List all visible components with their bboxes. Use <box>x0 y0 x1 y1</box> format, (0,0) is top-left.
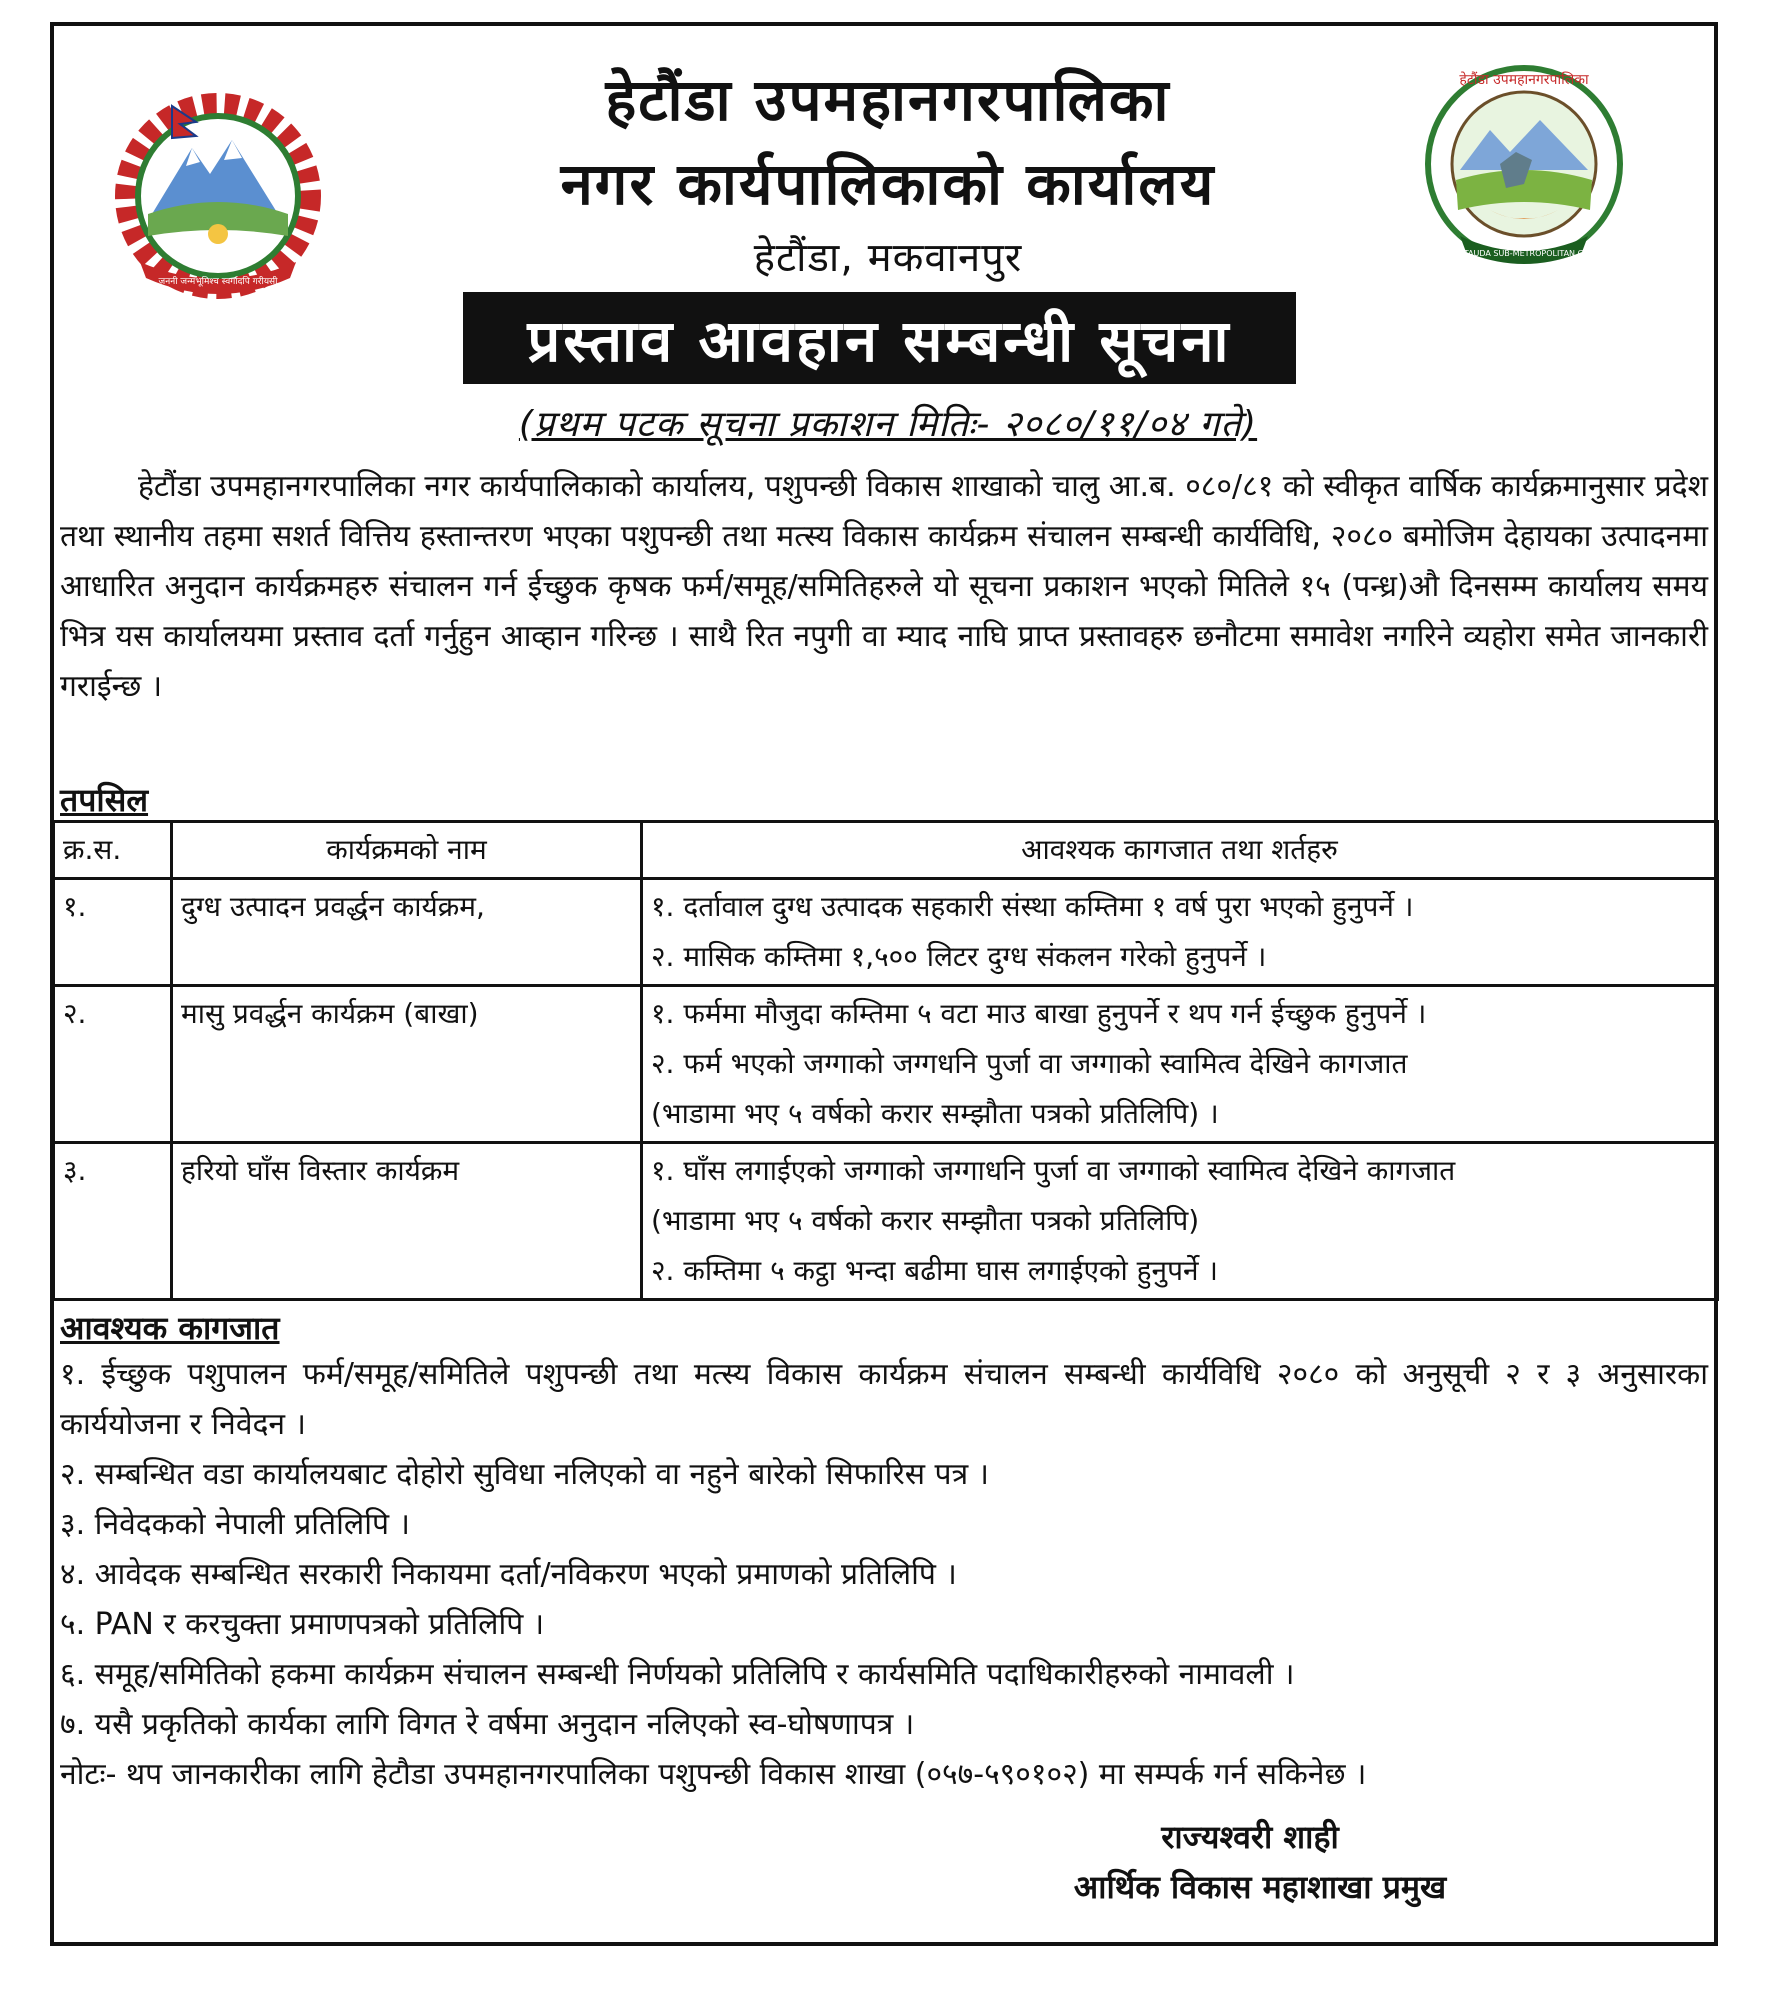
row-requirements <box>642 879 1718 986</box>
row-serial: २. <box>54 986 172 1143</box>
list-item: ६. समूह/समितिको हकमा कार्यक्रम संचालन सम्बन्धी निर्णयको प्रतिलिपि र कार्यसमिति पदाधिकारीहरुको नामावली । <box>60 1657 1295 1692</box>
requirement-line: १. फर्ममा मौजुदा कम्तिमा ५ वटा माउ बाखा हुनुपर्ने र थप गर्न ईच्छुक हुनुपर्ने । <box>651 997 1427 1030</box>
requirement-line: २. मासिक कम्तिमा १,५०० लिटर दुग्ध संकलन गरेको हुनुपर्ने । <box>651 940 1267 973</box>
list-item: २. सम्बन्धित वडा कार्यालयबाट दोहोरो सुविधा नलिएको वा नहुने बारेको सिफारिस पत्र । <box>60 1457 990 1492</box>
office-address: हेटौंडा, मकवानपुर <box>753 235 1023 281</box>
row-requirements <box>642 1143 1718 1300</box>
signatory-title: आर्थिक विकास महाशाखा प्रमुख <box>1073 1868 1447 1906</box>
requirement-line: २. कम्तिमा ५ कट्ठा भन्दा बढीमा घास लगाईएको हुनुपर्ने । <box>651 1254 1219 1287</box>
schedule-header-row <box>54 822 1718 879</box>
list-item: ४. आवेदक सम्बन्धित सरकारी निकायमा दर्ता/नविकरण भएको प्रमाणको प्रतिलिपि । <box>60 1557 957 1592</box>
requirement-line: (भाडामा भए ५ वर्षको करार सम्झौता पत्रको प्रतिलिपि) <box>651 1204 1200 1237</box>
emblem-motto: जननी जन्मभूमिश्च स्वर्गादपि गरीयसी <box>158 277 278 287</box>
required-docs-title: आवश्यक कागजात <box>60 1309 280 1347</box>
schedule-table <box>52 820 1719 1301</box>
requirement-line: १. दर्तावाल दुग्ध उत्पादक सहकारी संस्था कम्तिमा १ वर्ष पुरा भएको हुनुपर्ने । <box>651 890 1414 923</box>
notice-body-paragraph: हेटौंडा उपमहानगरपालिका नगर कार्यपालिकाको कार्यालय, पशुपन्छी विकास शाखाको चालु आ.ब. ०८०/८१ को स्वीकृत वार्षिक कार्यक्रमानुसार प्रदेश तथा स्थानीय तहमा सशर्त वित्तिय हस्तान्तरण भएका पशुपन्छी तथा मत्स्य विकास कार्यक्रम संचालन सम्बन्धी कार्यविधि, २०८० बमोजिम देहायका उत्पादनमा आधारित अनुदान कार्यक्रमहरु संचालन गर्न ईच्छुक कृषक फर्म/समूह/समितिहरुले यो सूचना प्रकाशन भएको मितिले १५ (पन्ध्र)औ दिनसम्म कार्यालय समय भित्र यस कार्यालयमा प्रस्ताव दर्ता गर्नुहुन आव्हान गरिन्छ । साथै रित नपुगी वा म्याद नाघि प्राप्त प्रस्तावहरु छनौटमा समावेश नगरिने व्यहोरा समेत जानकारी गराईन्छ । <box>60 469 1708 704</box>
row-program-name: हरियो घाँस विस्तार कार्यक्रम <box>172 1143 642 1300</box>
list-item: ७. यसै प्रकृतिको कार्यका लागि विगत रे वर्षमा अनुदान नलिएको स्व-घोषणापत्र । <box>60 1707 915 1742</box>
header-program-name: कार्यक्रमको नाम <box>172 822 642 879</box>
signatory-name: राज्यश्वरी शाही <box>1161 1818 1339 1856</box>
office-name: हेटौंडा उपमहानगरपालिका <box>605 66 1171 134</box>
notice-title-banner: प्रस्ताव आवहान सम्बन्धी सूचना <box>463 292 1296 384</box>
requirement-line: १. घाँस लगाईएको जग्गाको जग्गाधनि पुर्जा वा जग्गाको स्वामित्व देखिने कागजात <box>651 1154 1456 1187</box>
row-serial: ३. <box>54 1143 172 1300</box>
list-item: १. ईच्छुक पशुपालन फर्म/समूह/समितिले पशुपन्छी तथा मत्स्य विकास कार्यक्रम संचालन सम्बन्धी कार्यविधि २०८० को अनुसूची २ र ३ अनुसारका कार्ययोजना र निवेदन । <box>60 1357 1708 1442</box>
requirement-line: (भाडामा भए ५ वर्षको करार सम्झौता पत्रको प्रतिलिपि) । <box>651 1097 1219 1130</box>
contact-note: नोटः- थप जानकारीका लागि हेटौडा उपमहानगरपालिका पशुपन्छी विकास शाखा (०५७-५९०१०२) मा सम्पर्क गर्न सकिनेछ । <box>60 1757 1367 1792</box>
publish-date: (प्रथम पटक सूचना प्रकाशन मितिः- २०८०/११/०४ गते) <box>518 404 1258 445</box>
table-row <box>54 879 1718 986</box>
list-item: ५. PAN र करचुक्ता प्रमाणपत्रको प्रतिलिपि । <box>60 1607 545 1642</box>
schedule-title: तपसिल <box>60 781 149 819</box>
row-program-name: मासु प्रवर्द्धन कार्यक्रम (बाखा) <box>172 986 642 1143</box>
required-docs-list <box>60 1350 1708 1800</box>
office-sub-name: नगर कार्यपालिकाको कार्यालय <box>560 150 1216 218</box>
row-serial: १. <box>54 879 172 986</box>
logo-bottom-text: HETAUDA SUB-METROPOLITAN CITY <box>1452 249 1596 258</box>
header-serial: क्र.स. <box>54 822 172 879</box>
logo-top-text: हेटौंडा उपमहानगरपालिका <box>1459 72 1589 88</box>
table-row <box>54 986 1718 1143</box>
row-requirements <box>642 986 1718 1143</box>
header-requirements: आवश्यक कागजात तथा शर्तहरु <box>642 822 1718 879</box>
list-item: ३. निवेदकको नेपाली प्रतिलिपि । <box>60 1507 410 1542</box>
row-program-name: दुग्ध उत्पादन प्रवर्द्धन कार्यक्रम, <box>172 879 642 986</box>
table-row <box>54 1143 1718 1300</box>
requirement-line: २. फर्म भएको जग्गाको जग्गधनि पुर्जा वा जग्गाको स्वामित्व देखिने कागजात <box>651 1047 1408 1080</box>
